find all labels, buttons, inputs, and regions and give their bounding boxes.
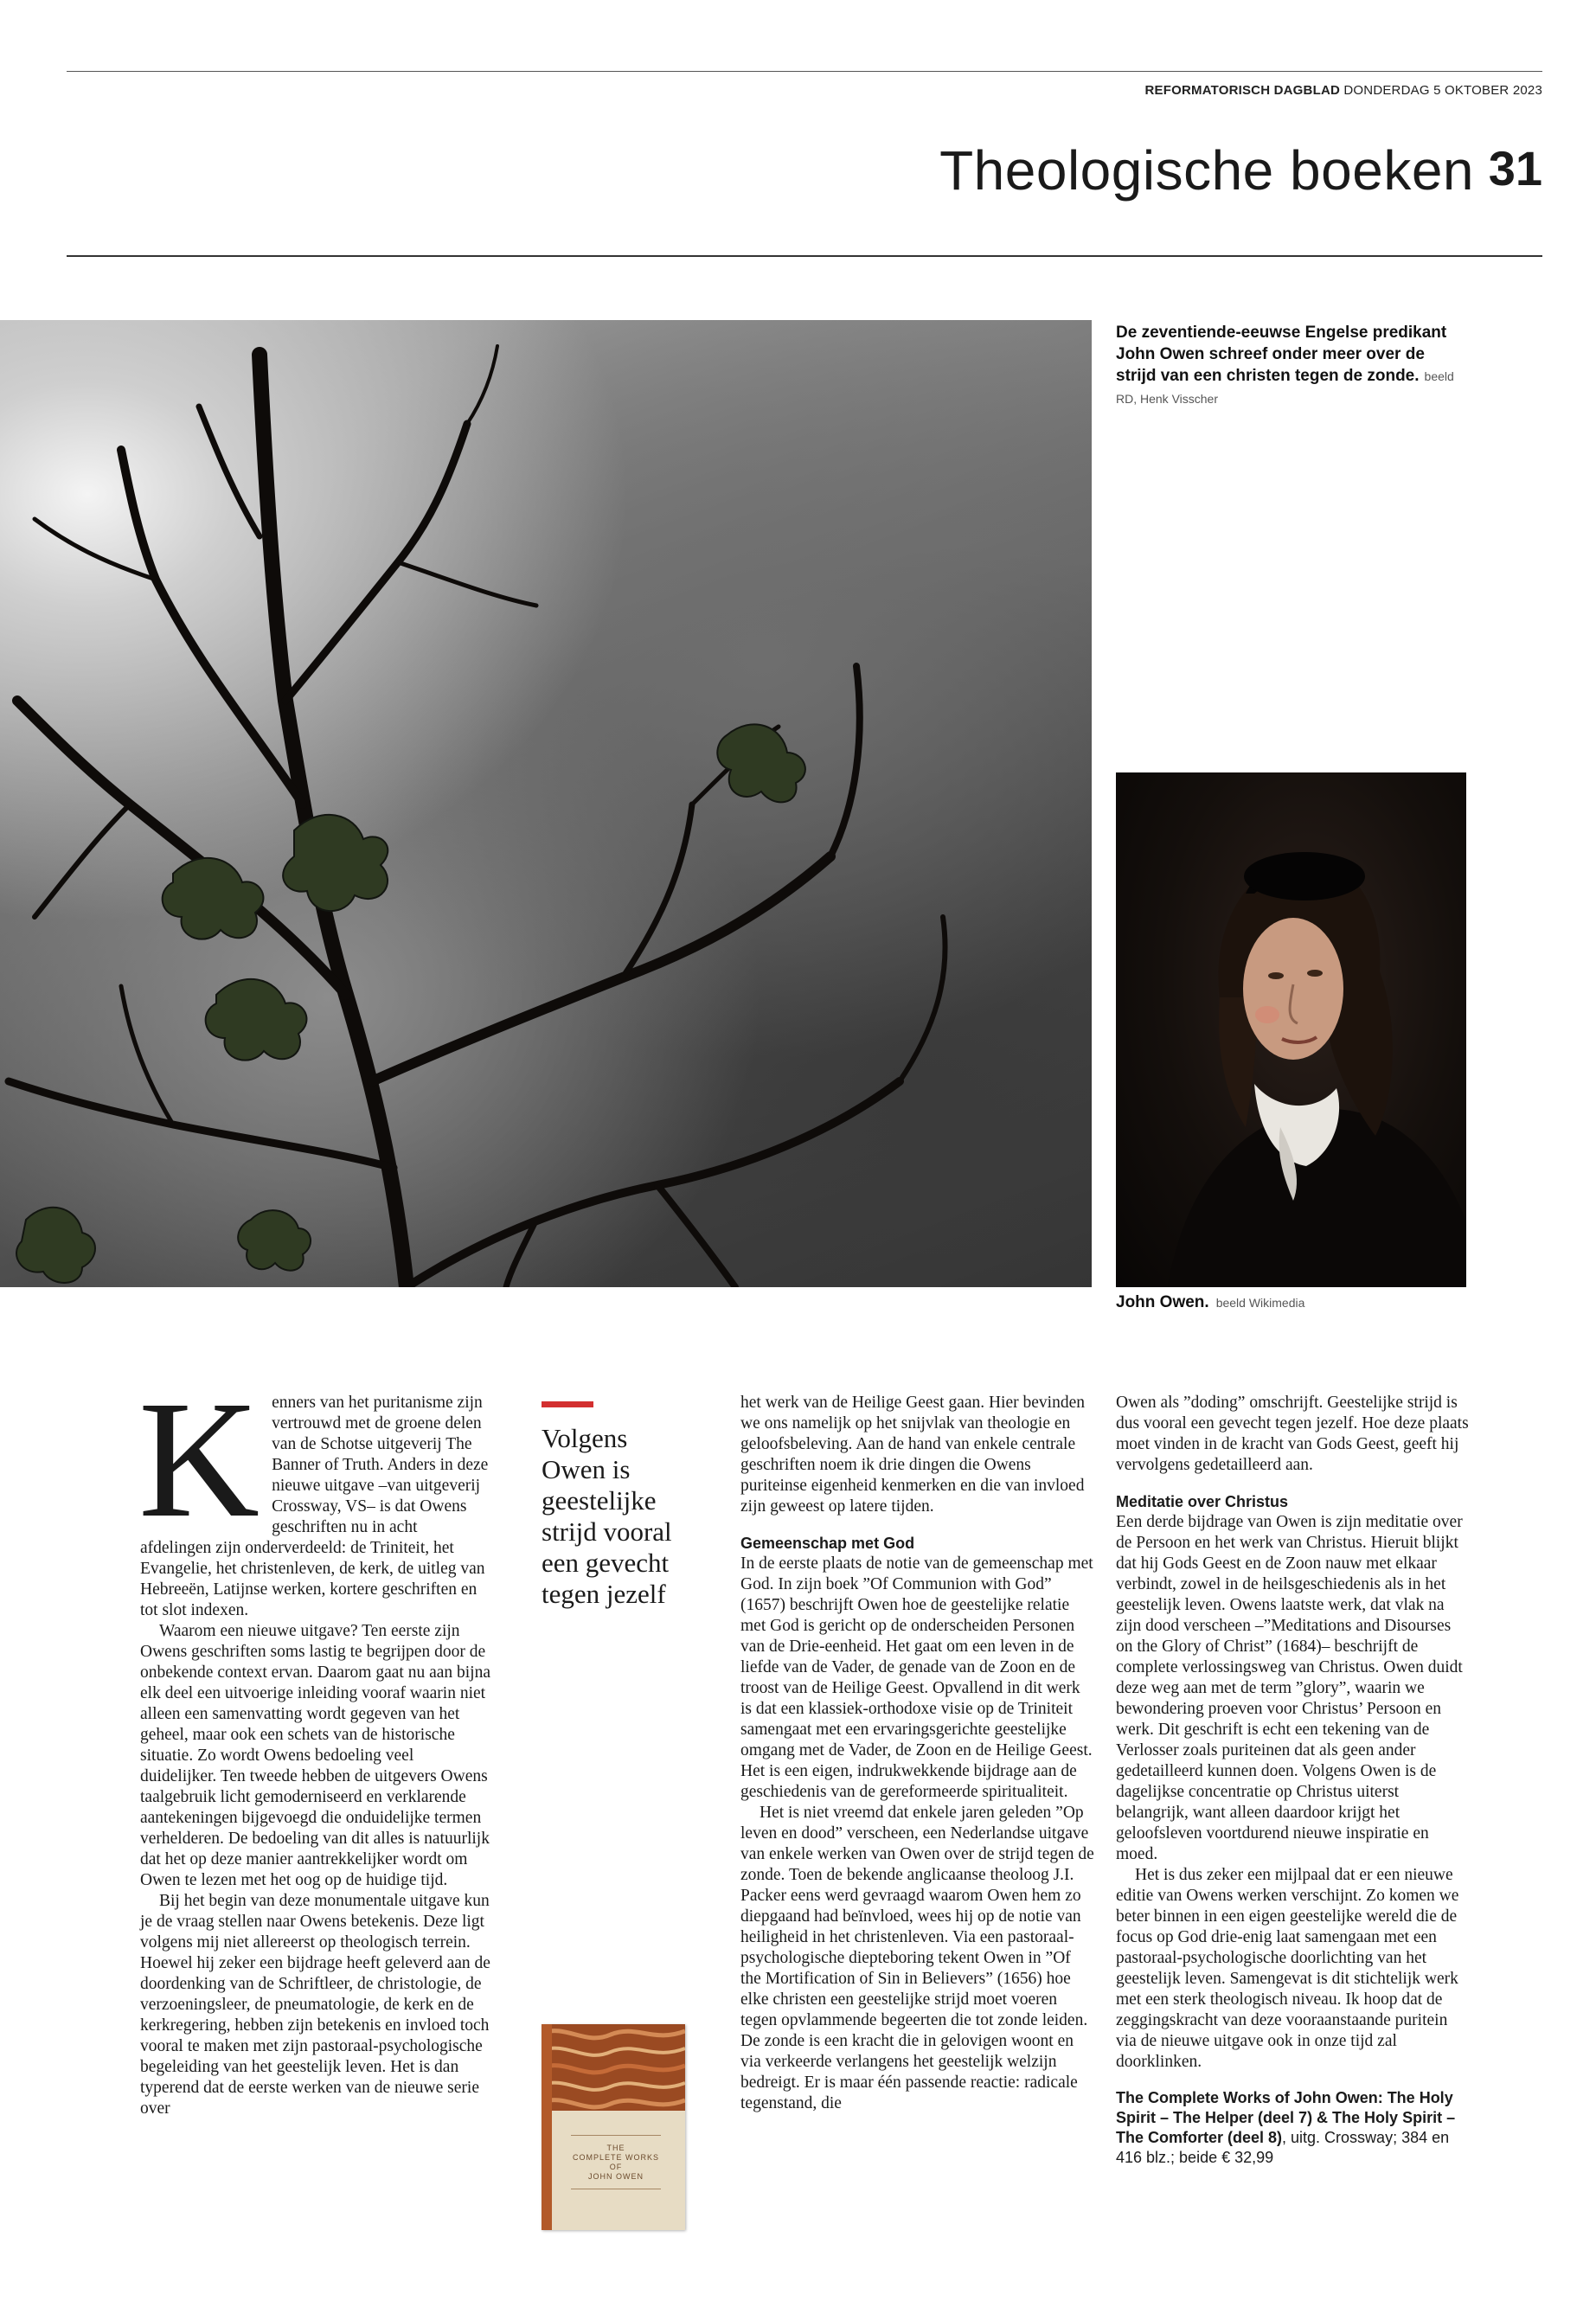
john-owen-portrait xyxy=(1116,772,1466,1287)
article-subheading: Meditatie over Christus xyxy=(1116,1493,1289,1510)
article-paragraph: Waarom een nieuwe uitgave? Ten eerste zijn Owens geschriften soms lastig te begrijpen door de onbekende context ervan. Daarom gaat nu aan bijna elk deel een uitvoerige inleiding vooraf waarin niet alleen een samenvatting wordt gegeven van het geheel, maar ook een schets van de historische situatie. Zo wordt Owens bedoeling veel duidelijker. Ten tweede hebben de uitgevers Owens taalgebruik licht gemoderniseerd en verklarende aantekeningen bijgevoegd die onduidelijke termen verhelderen. De bedoeling van dit alles is natuurlijk dat het op deze manier aantrekkelijker wordt om Owen te lezen met het oog op de huidige tijd. xyxy=(140,1622,490,1889)
masthead-line xyxy=(1145,83,1543,98)
article-paragraph: Een derde bijdrage van Owen is zijn meditatie over de Persoon en het werk van Christus. Hieruit blijkt dat hij Gods Geest en de Zoon nauw met elkaar verbindt, zowel in de heilsgeschiedenis als in het geestelijk leven. Owens laatste werk, dat vlak na zijn dood verscheen –”Meditations and Disourses on the Glory of Christ” (1684)– beschrijft de complete verlossingsweg van Christus. Owen duidt deze weg aan met de term ”glory”, waarin we bewondering proeven voor Christus’ Persoon en werk. Dit geschrift is echt een tekening van de Verlosser zoals puriteinen dat als geen ander gedetailleerd kunnen doen. Volgens Owen is de dagelijkse concentratie op Christus uiterst belangrijk, want alleen daardoor krijgt het geloofsleven voortdurend nieuwe inspiratie en moed. xyxy=(1116,1513,1463,1863)
article-paragraph: Het is dus zeker een mijlpaal dat er een nieuwe editie van Owens werken verschijnt. Zo komen we beter binnen in een eigen geestelijke wereld die de focus op God drie-enig laat samengaan met een pastoraal-psychologische doorlichting van het geestelijk leven. Samengevat is dit stichtelijk werk met een sterk theologisch niveau. Ik hoop dat de zeggingskracht van deze vooraanstaande puritein via de nieuwe uitgave ook in onze tijd zal doorklinken. xyxy=(1116,1866,1459,2071)
article-paragraph: enners van het puritanisme zijn vertrouwd met de groene delen van de Schotse uitgeverij The Banner of Truth. Anders in deze nieuwe uitgave –van uitgeverij Crossway, VS– is dat Owens geschriften nu in acht afdelingen zijn onderverdeeld: de Triniteit, het Evangelie, het christenleven, de kerk, de uitleg van Hebreeën, Latijnse werken, kortere geschriften en tot slot indexen. xyxy=(140,1394,489,1619)
portrait-caption-text: John Owen. xyxy=(1116,1293,1209,1311)
publication-date: DONDERDAG 5 OKTOBER 2023 xyxy=(1343,83,1542,98)
book-cover xyxy=(542,2024,685,2230)
article-paragraph: In de eerste plaats de notie van de gemeenschap met God. In zijn boek ”Of Communion with God” (1657) beschrijft Owen hoe de geestelijke relatie met God is gericht op de onderscheiden Personen van de Drie-eenheid. Het gaat om een leven in de liefde van de Vader, de genade van de Zoon en de troost van de Heilige Geest. Opvallend in dit werk is dat een klassiek-orthodoxe visie op de Triniteit samengaat met een ervaringsgerichte geestelijke omgang met de Vader, de Zoon en de Heilige Geest. Het is een eigen, indrukwekkende bijdrage aan de geschiedenis van de gereformeerde spiritualiteit. xyxy=(740,1554,1093,1801)
article-paragraph: het werk van de Heilige Geest gaan. Hier bevinden we ons namelijk op het snijvlak van theologie en geloofsbeleving. Aan de hand van enkele centrale geschriften noem ik drie dingen die Owens puriteinse eigenheid kenmerken en die van invloed zijn geweest op latere tijden. xyxy=(740,1394,1085,1516)
article-paragraph: Owen als ”doding” omschrijft. Geestelijke strijd is dus vooral een gevecht tegen jezelf. Hoe deze plaats moet vinden in de kracht van Gods Geest, geeft hij vervolgens gedetailleerd aan. xyxy=(1116,1394,1469,1474)
article-paragraph: Bij het begin van deze monumentale uitgave kun je de vraag stellen naar Owens betekenis. Deze ligt volgens mij niet allereerst op theologisch terrein. Hoewel hij zeker een bijdrage heeft geleverd aan de doordenking van de Schriftleer, de christologie, de verzoeningsleer, de pneumatologie, de kerk en de kerkregering, hebben zijn betekenis en invloed toch vooral te maken met zijn pastoraal-psychologische begeleiding van het geestelijk leven. Het is dan typerend dat de eerste werken van de nieuwe serie over xyxy=(140,1892,490,2118)
book-cover-line: THE xyxy=(606,2144,625,2152)
marbled-pattern xyxy=(542,2024,685,2111)
drop-cap: K xyxy=(138,1366,260,1552)
article-paragraph: Het is niet vreemd dat enkele jaren geleden ”Op leven en dood” verscheen, een Nederlandse uitgave van enkele werken van Owen over de strijd tegen de zonde. Toen de bekende anglicaanse theoloog J.I. Packer eens werd gevraagd waarom Owen hem zo diepgaand had beïnvloed, wees hij op de notie van heiligheid in het christenleven. Via een pastoraal-psychologische diepteboring tekent Owen in ”Of the Mortification of Sin in Believers” (1656) hoe elke christen een geestelijke strijd moet voeren tegen opvlammende begeerten die tot zonde leiden. De zonde is een kracht die in gelovigen woont en via verkeerde verlangens het geestelijk welzijn bedreigt. Er is maar één passende reactie: radicale tegenstand, die xyxy=(740,1804,1094,2112)
portrait-illustration xyxy=(1116,772,1466,1287)
book-info-details: , uitg. Crossway; 384 en 416 blz.; beide € 32,99 xyxy=(1116,2129,1450,2166)
book-info xyxy=(1116,2088,1471,2168)
fig-branches-illustration xyxy=(0,320,1092,1287)
book-rule-top xyxy=(571,2135,661,2136)
photo-caption-text: De zeventiende-eeuwse Engelse predikant John Owen schreef onder meer over de strijd van een christen tegen de zonde. xyxy=(1116,324,1447,385)
publication-name: REFORMATORISCH DAGBLAD xyxy=(1144,83,1341,98)
pull-quote: Volgens Owen is geestelijke strijd vooral een gevecht tegen jezelf xyxy=(542,1423,672,1609)
article-column-3 xyxy=(1116,1393,1471,2168)
header-rule xyxy=(67,255,1542,257)
article-subheading: Gemeenschap met God xyxy=(740,1535,915,1552)
book-cover-line: OF xyxy=(609,2163,623,2171)
portrait-caption xyxy=(1116,1293,1304,1312)
book-spine-band xyxy=(542,2024,552,2230)
top-rule xyxy=(67,71,1542,72)
photo-caption xyxy=(1116,322,1462,410)
page-number: 31 xyxy=(1488,141,1542,195)
section-title: Theologische boeken xyxy=(939,139,1474,202)
photo-credit: beeld RD, Henk Visscher xyxy=(1116,369,1454,406)
book-info-title: The Complete Works of John Owen: The Holy Spirit – The Helper (deel 7) & The Holy Spirit – The Comforter (deel 8) xyxy=(1116,2089,1456,2146)
article-column-2 xyxy=(740,1393,1095,2114)
article-column-1 xyxy=(138,1366,490,2119)
quote-accent-bar xyxy=(542,1401,593,1407)
fig-tree-photo xyxy=(0,320,1092,1287)
book-cover-line: COMPLETE WORKS xyxy=(572,2153,659,2162)
portrait-credit: beeld Wikimedia xyxy=(1215,1296,1305,1310)
book-cover-line: JOHN OWEN xyxy=(588,2172,644,2181)
book-cover-label xyxy=(555,2144,676,2182)
